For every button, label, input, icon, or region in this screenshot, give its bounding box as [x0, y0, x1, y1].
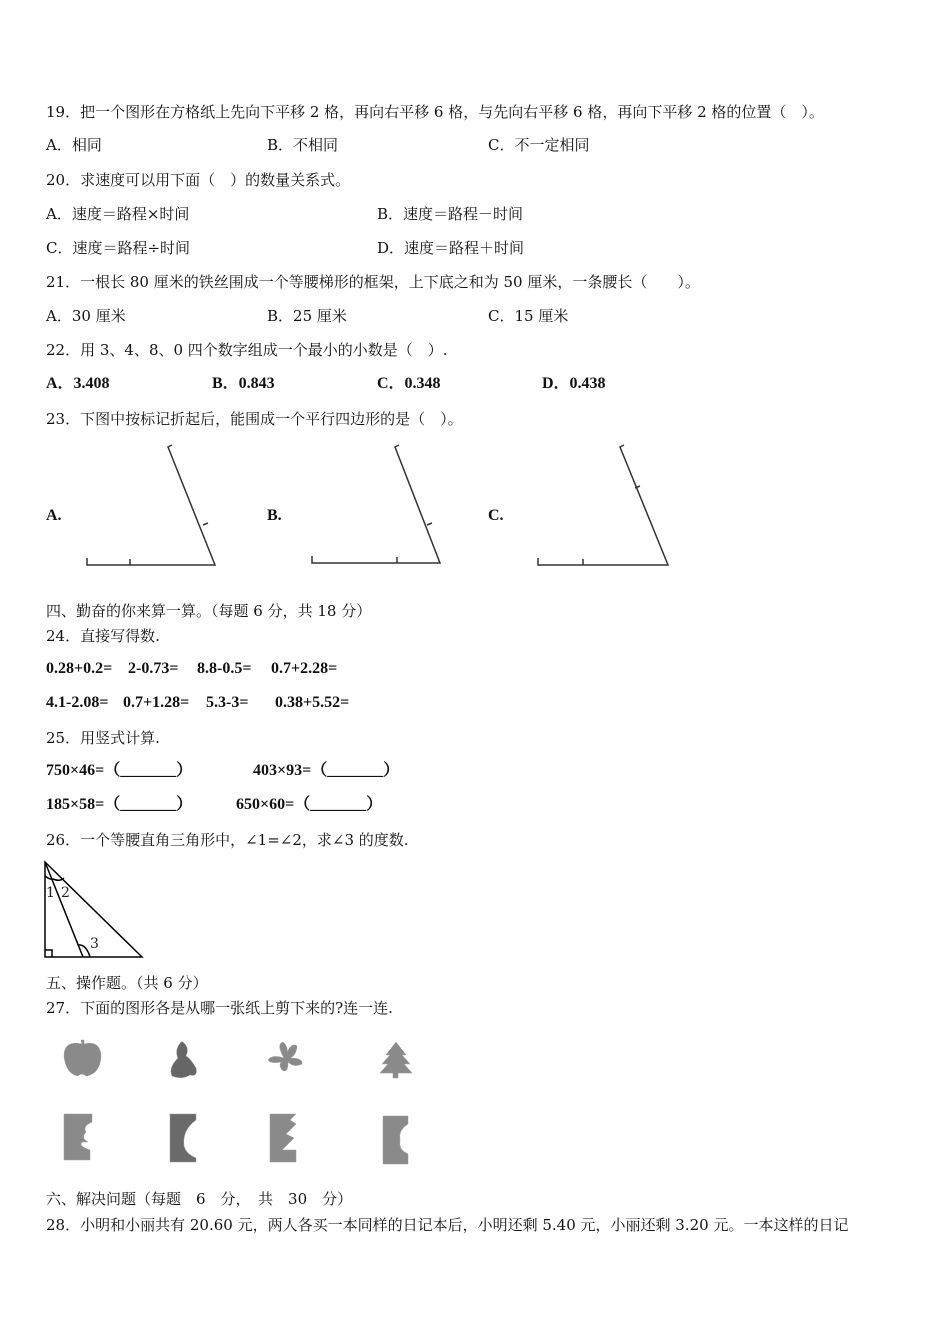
q19-option-c: C．不一定相同 [488, 136, 590, 154]
q21-text: 21．一根长 80 厘米的铁丝围成一个等腰梯形的框架，上下底之和为 50 厘米，一条腰长（ ）。 [46, 273, 700, 291]
q24-item: 0.38+5.52= [275, 694, 350, 711]
q22-option-c: C．0.348 [377, 375, 441, 392]
q21-option-b: B．25 厘米 [267, 307, 347, 325]
q25-item: 750×46=（_______） [46, 762, 193, 779]
fold-figure-a [87, 445, 215, 565]
angle-label-2: 2 [61, 885, 70, 901]
fold-figure-b [312, 445, 440, 563]
q23-option-a: A. [46, 507, 62, 524]
gourd-cutout [171, 1042, 197, 1078]
paper-cutout-1 [64, 1114, 92, 1160]
q22-option-b: B．0.843 [212, 375, 275, 392]
paper-cutout-3 [270, 1114, 296, 1162]
q23-option-b: B. [267, 507, 282, 524]
q22-option-a: A．3.408 [46, 375, 110, 392]
fold-figure-c [538, 445, 668, 565]
angle-label-3: 3 [90, 936, 99, 952]
section-5-heading: 五、操作题。（共 6 分） [46, 974, 208, 992]
q24-item: 2-0.73= [128, 660, 179, 677]
q26-text: 26．一个等腰直角三角形中，∠1=∠2，求∠3 的度数. [46, 831, 409, 849]
q24-item: 0.28+0.2= [46, 660, 113, 677]
q19-text: 19．把一个图形在方格纸上先向下平移 2 格，再向右平移 6 格，与先向右平移 6 格，再向下平移 2 格的位置（ ）。 [46, 103, 824, 121]
q25-item: 403×93=（_______） [253, 762, 400, 779]
q20-option-c: C．速度＝路程÷时间 [46, 239, 191, 257]
q25-item: 185×58=（_______） [46, 796, 193, 813]
q24-item: 8.8-0.5= [197, 660, 252, 677]
q19-option-a: A．相同 [46, 136, 102, 154]
q24-item: 0.7+1.28= [123, 694, 190, 711]
q22-option-d: D．0.438 [542, 375, 606, 392]
q24-item: 0.7+2.28= [271, 660, 338, 677]
section-6-heading: 六、解决问题（每题 6 分， 共 30 分） [46, 1190, 353, 1208]
q25-item: 650×60=（_______） [236, 796, 383, 813]
q24-item: 5.3-3= [206, 694, 249, 711]
q24-text: 24．直接写得数. [46, 627, 160, 645]
q28-text: 28．小明和小丽共有 20.60 元，两人各买一本同样的日记本后，小明还剩 5.40 元，小丽还剩 3.20 元。一本这样的日记 [46, 1216, 849, 1234]
q25-text: 25．用竖式计算. [46, 729, 160, 747]
paper-cutout-2 [170, 1114, 196, 1162]
q20-text: 20．求速度可以用下面（ ）的数量关系式。 [46, 171, 351, 189]
q27-text: 27．下面的图形各是从哪一张纸上剪下来的?连一连. [46, 999, 393, 1017]
q22-text: 22．用 3、4、8、0 四个数字组成一个最小的小数是（ ）. [46, 341, 448, 359]
clover-cutout [268, 1042, 302, 1071]
q23-text: 23．下图中按标记折起后，能围成一个平行四边形的是（ ）。 [46, 410, 463, 428]
q21-option-c: C．15 厘米 [488, 307, 569, 325]
apple-cutout [64, 1040, 101, 1076]
q20-option-a: A．速度＝路程×时间 [46, 205, 190, 223]
q21-option-a: A．30 厘米 [46, 307, 126, 325]
q20-option-b: B．速度＝路程－时间 [377, 205, 524, 223]
q19-option-b: B．不相同 [267, 136, 339, 154]
angle-label-1: 1 [46, 885, 55, 901]
q23-option-c: C. [488, 507, 504, 524]
q24-item: 4.1-2.08= [46, 694, 109, 711]
paper-cutout-4 [383, 1116, 408, 1164]
q20-option-d: D．速度＝路程＋时间 [377, 239, 525, 257]
section-4-heading: 四、勤奋的你来算一算。（每题 6 分，共 18 分） [46, 602, 372, 620]
tree-cutout [380, 1042, 412, 1078]
